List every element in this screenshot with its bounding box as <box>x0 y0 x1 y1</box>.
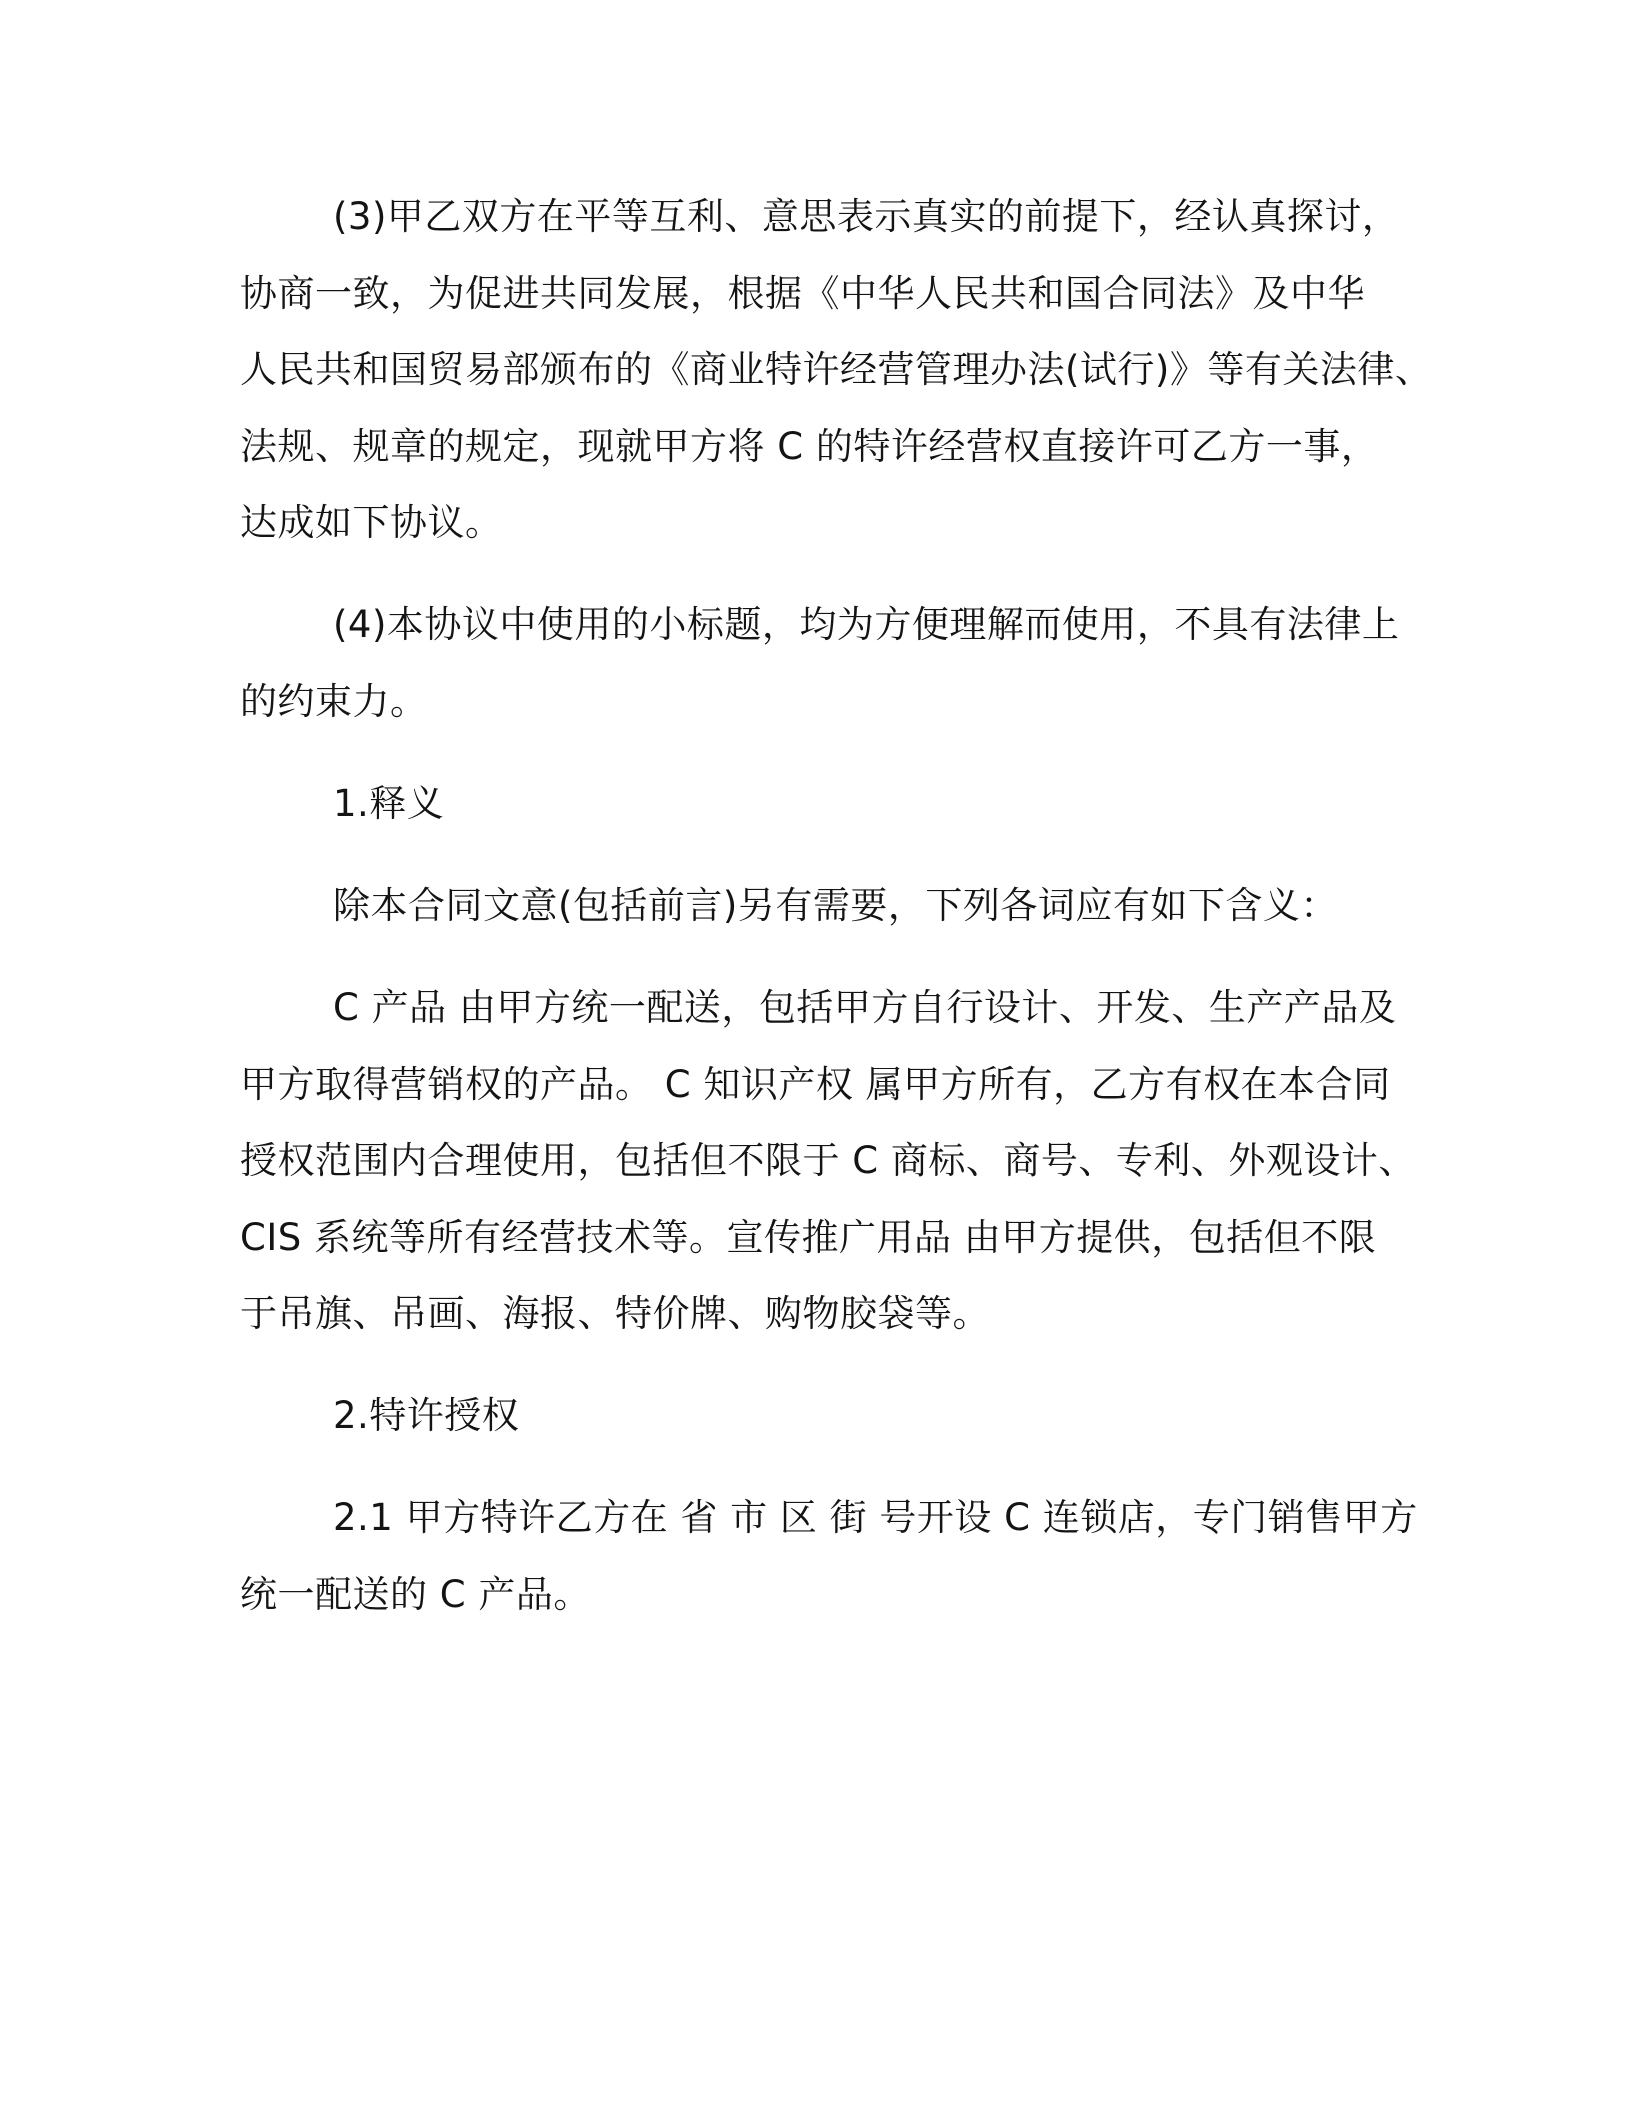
paragraph-4-line-1: (4)本协议中使用的小标题，均为方便理解而使用，不具有法律上 <box>333 603 1400 646</box>
paragraph-3-line-2: 协商一致，为促进共同发展，根据《中华人民共和国合同法》及中华 <box>240 272 1365 315</box>
clause-2-1-line-1: 2.1 甲方特许乙方在 省 市 区 街 号开设 C 连锁店，专门销售甲方 <box>333 1496 1418 1539</box>
definitions-line-1: C 产品 由甲方统一配送，包括甲方自行设计、开发、生产产品及 <box>333 986 1397 1029</box>
definitions-line-5: 于吊旗、吊画、海报、特价牌、购物胶袋等。 <box>240 1292 990 1335</box>
definitions-line-4: CIS 系统等所有经营技术等。宣传推广用品 由甲方提供，包括但不限 <box>240 1216 1377 1259</box>
paragraph-3-line-3: 人民共和国贸易部颁布的《商业特许经营管理办法(试行)》等有关法律、 <box>240 348 1433 391</box>
section-heading-1: 1.释义 <box>333 782 445 825</box>
paragraph-4-line-2: 的约束力。 <box>240 680 428 723</box>
paragraph-3-line-5: 达成如下协议。 <box>240 501 503 544</box>
clause-2-1-line-2: 统一配送的 C 产品。 <box>240 1573 591 1616</box>
section-heading-2: 2.特许授权 <box>333 1394 520 1437</box>
definitions-line-2: 甲方取得营销权的产品。 C 知识产权 属甲方所有，乙方有权在本合同 <box>240 1063 1391 1106</box>
definitions-intro: 除本合同文意(包括前言)另有需要，下列各词应有如下含义： <box>333 884 1338 927</box>
definitions-line-3: 授权范围内合理使用，包括但不限于 C 商标、商号、专利、外观设计、 <box>240 1139 1416 1182</box>
paragraph-3-line-4: 法规、规章的规定，现就甲方将 C 的特许经营权直接许可乙方一事， <box>240 425 1379 468</box>
paragraph-3-line-1: (3)甲乙双方在平等互利、意思表示真实的前提下，经认真探讨， <box>333 195 1400 238</box>
